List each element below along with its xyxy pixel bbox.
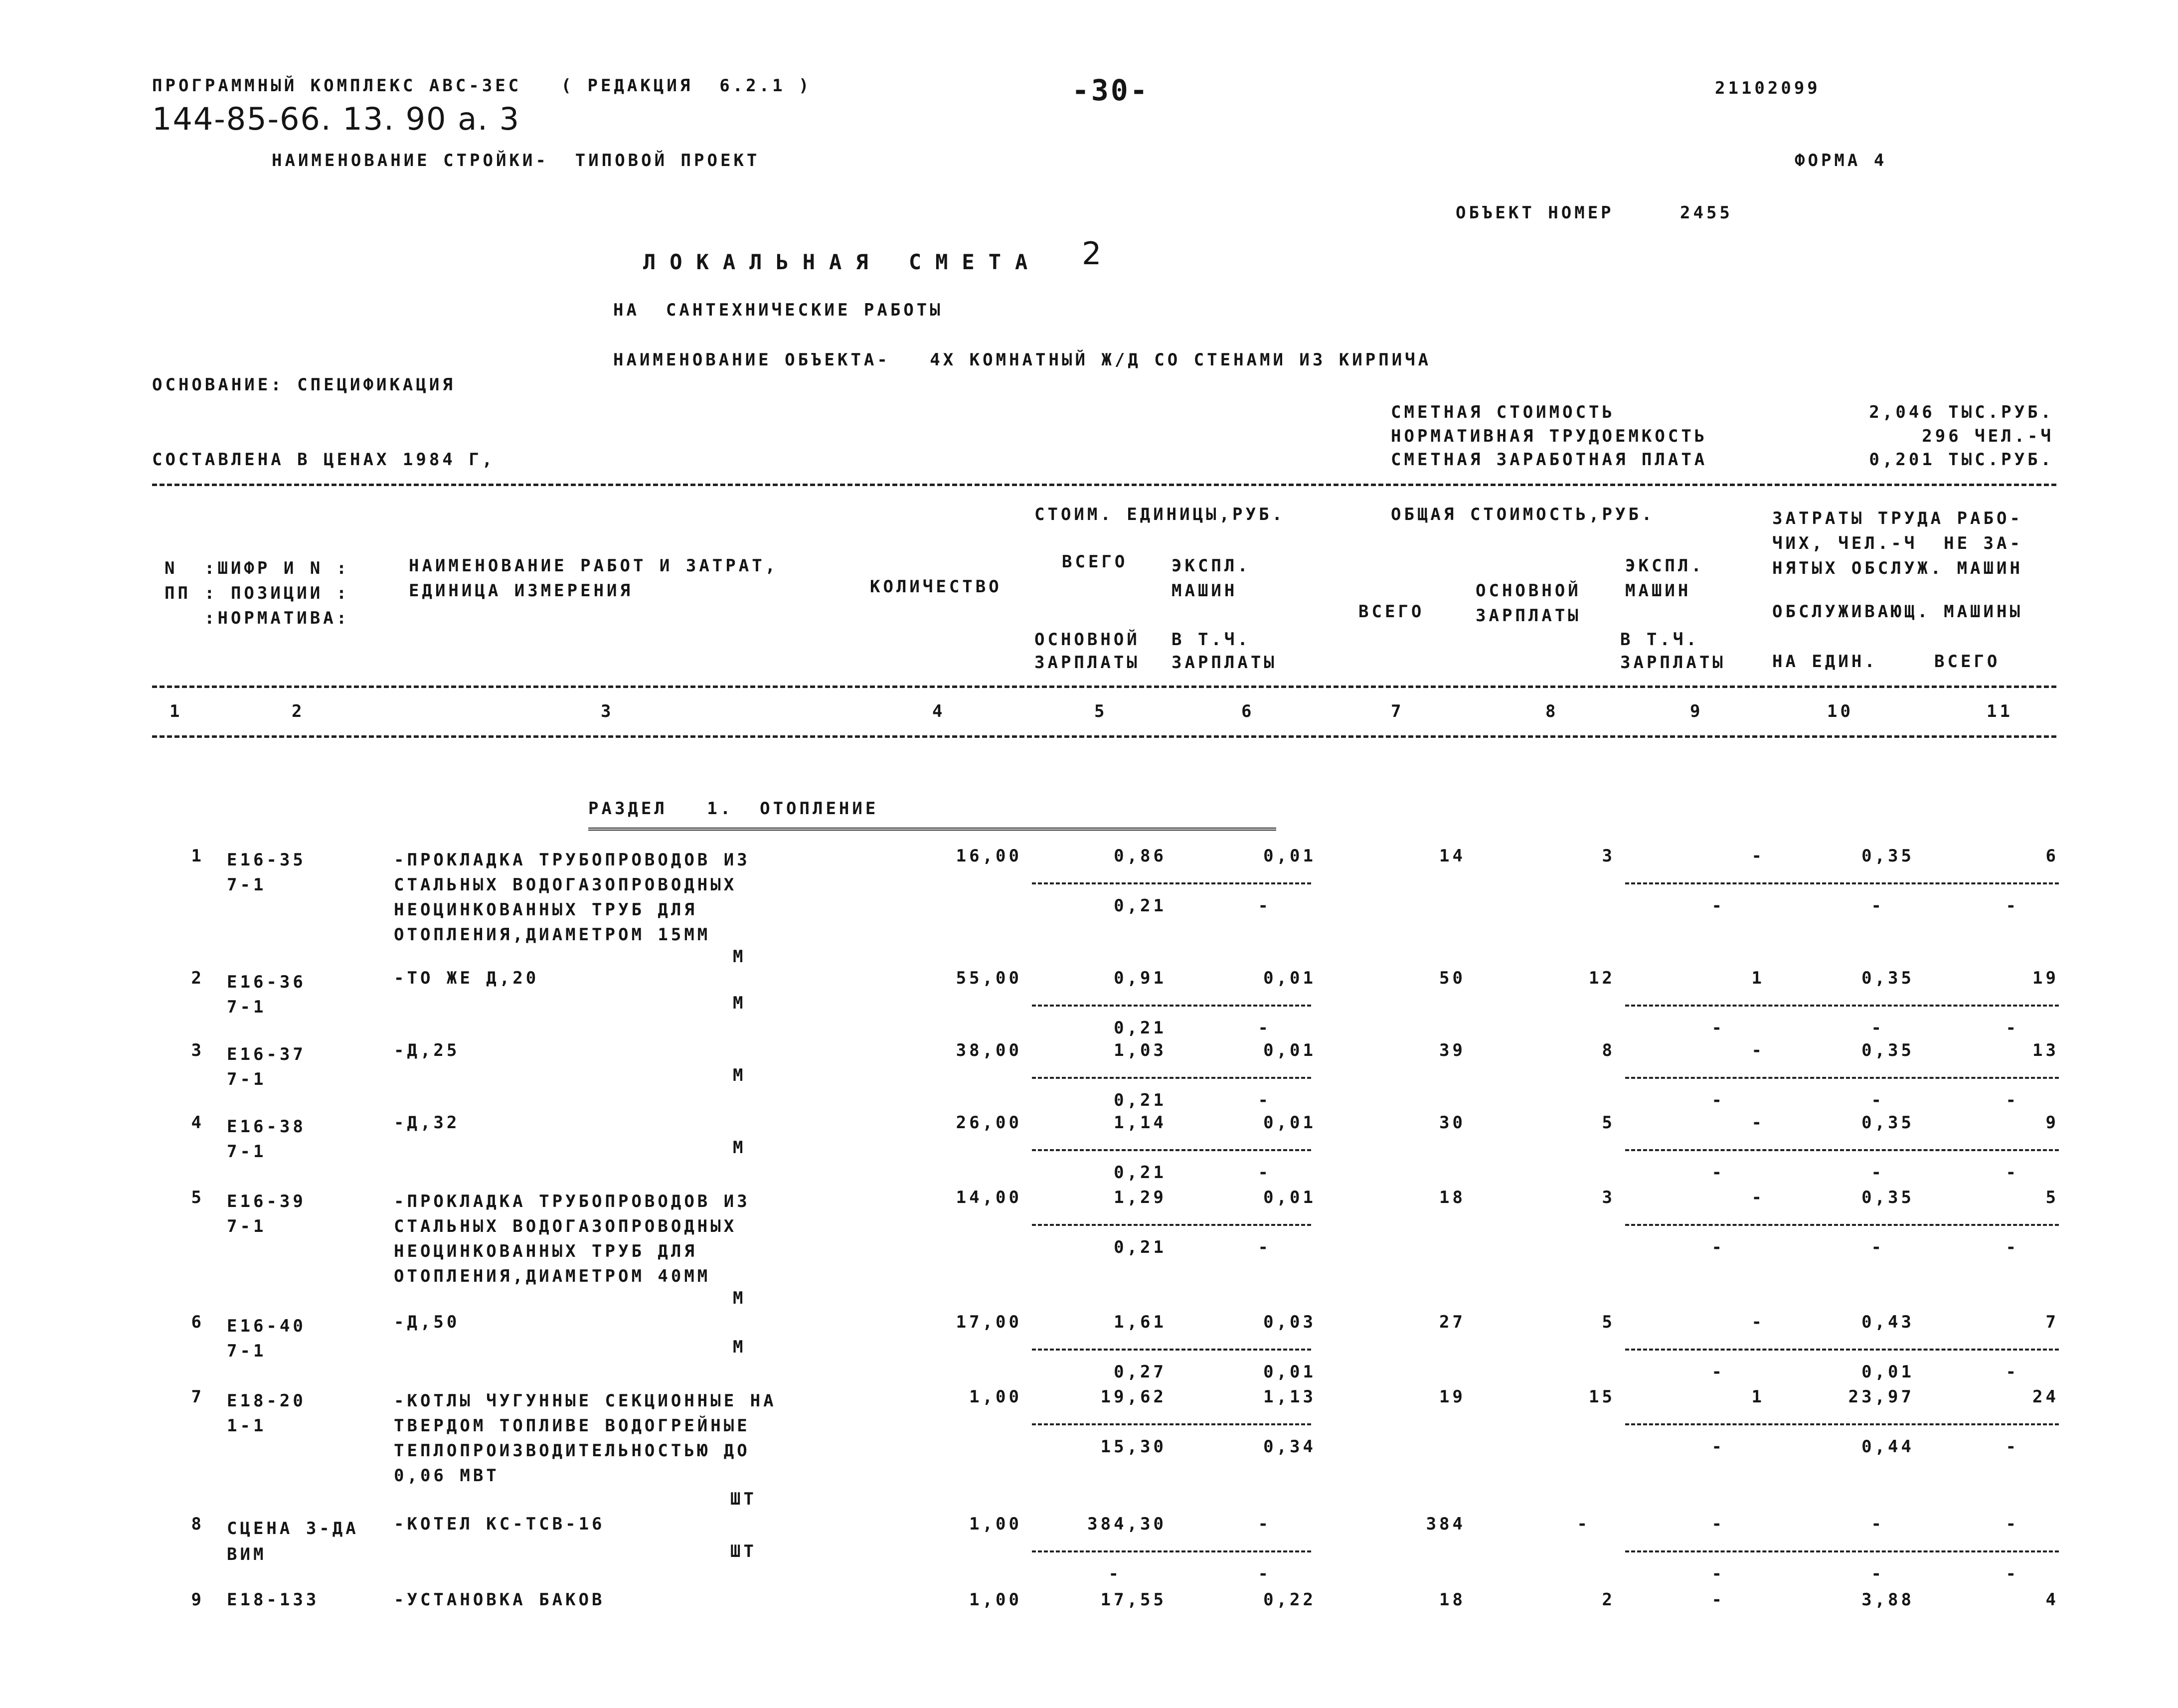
- document-subtitle: НА САНТЕХНИЧЕСКИЕ РАБОТЫ: [613, 300, 943, 320]
- header-bottom-rule: [152, 685, 2056, 688]
- col-header-5-bottom: ОСНОВНОЙ ЗАРПЛАТЫ: [1034, 630, 1140, 673]
- row-split-rule: [1625, 1077, 2059, 1079]
- row-number: 5: [191, 1188, 204, 1207]
- row-total-wage: 3: [1602, 846, 1615, 866]
- row-description: -УСТАНОВКА БАКОВ: [394, 1590, 605, 1610]
- row-labor-unit: 23,97: [1848, 1387, 1914, 1407]
- row-labor-machines-total: -: [2006, 1090, 2019, 1110]
- row-total-wage: 3: [1602, 1188, 1615, 1207]
- row-code: Е18-133: [227, 1590, 320, 1610]
- row-unit-machine-wage: -: [1258, 1018, 1271, 1038]
- row-description: -КОТЕЛ КС-ТСВ-16: [394, 1514, 605, 1534]
- col-number-8: 8: [1545, 701, 1559, 721]
- row-number: 7: [191, 1387, 204, 1407]
- row-labor-unit: 0,35: [1861, 1040, 1914, 1060]
- document-title: ЛОКАЛЬНАЯ СМЕТА: [643, 250, 1042, 274]
- summary-label-labor: НОРМАТИВНАЯ ТРУДОЕМКОСТЬ: [1391, 426, 1708, 446]
- row-labor-total: 13: [2032, 1040, 2059, 1060]
- col-number-3: 3: [601, 701, 614, 721]
- program-name: ПРОГРАММНЫЙ КОМПЛЕКС АВС-3ЕС ( РЕДАКЦИЯ 6.2.1 ): [152, 76, 812, 96]
- row-code: Е16-40 7-1: [227, 1316, 306, 1361]
- row-quantity: 1,00: [969, 1387, 1022, 1407]
- row-unit-machines: 0,01: [1263, 1188, 1316, 1207]
- col-header-6-top: ЭКСПЛ. МАШИН: [1172, 556, 1251, 601]
- row-labor-unit: 0,35: [1861, 968, 1914, 988]
- summary-value-labor: 296 ЧЕЛ.-Ч: [1922, 426, 2054, 446]
- row-labor-total: 6: [2045, 846, 2059, 866]
- row-unit: М: [733, 993, 746, 1013]
- row-quantity: 1,00: [969, 1590, 1022, 1610]
- col-header-7: ВСЕГО: [1358, 602, 1425, 622]
- row-split-rule: [1625, 882, 2059, 884]
- row-number: 2: [191, 968, 204, 988]
- row-total-wage: 5: [1602, 1312, 1615, 1332]
- row-split-rule: [1032, 1224, 1311, 1226]
- row-total: 30: [1439, 1113, 1466, 1133]
- row-unit-machines: 0,01: [1263, 1040, 1316, 1060]
- row-unit-total: 1,61: [1114, 1312, 1167, 1332]
- object-number-label: ОБЪЕКТ НОМЕР: [1456, 203, 1614, 223]
- prices-basis: СОСТАВЛЕНА В ЦЕНАХ 1984 Г,: [152, 450, 496, 470]
- col-header-5-top: ВСЕГО: [1062, 552, 1128, 572]
- col-header-labor-machines: ОБСЛУЖИВАЮЩ. МАШИНЫ: [1772, 602, 2023, 622]
- col-number-6: 6: [1241, 701, 1255, 721]
- summary-value-cost: 2,046 ТЫС.РУБ.: [1869, 402, 2054, 422]
- row-unit-machine-wage: -: [1258, 1564, 1271, 1584]
- row-number: 4: [191, 1113, 204, 1133]
- row-total-wage: 12: [1589, 968, 1615, 988]
- row-description: -Д,25: [394, 1040, 460, 1060]
- row-unit-total: 17,55: [1100, 1590, 1167, 1610]
- section-title: РАЗДЕЛ 1. ОТОПЛЕНИЕ: [588, 799, 879, 819]
- row-unit: ШТ: [730, 1489, 757, 1509]
- object-number: 2455: [1680, 203, 1733, 223]
- row-labor-machines-unit: -: [1871, 1018, 1884, 1038]
- basis: ОСНОВАНИЕ: СПЕЦИФИКАЦИЯ: [152, 375, 456, 395]
- row-description: -ПРОКЛАДКА ТРУБОПРОВОДОВ ИЗ СТАЛЬНЫХ ВОДОГАЗОПРОВОДНЫХ НЕОЦИНКОВАННЫХ ТРУБ ДЛЯ ОТОПЛЕНИЯ,ДИАМЕТРОМ 40ММ: [394, 1192, 750, 1286]
- col-header-11: ВСЕГО: [1934, 652, 2001, 672]
- row-total-wage: 2: [1602, 1590, 1615, 1610]
- row-total-machines: -: [1751, 1188, 1765, 1207]
- form-number: ФОРМА 4: [1795, 151, 1887, 171]
- row-total: 19: [1439, 1387, 1466, 1407]
- row-labor-machines-total: -: [2006, 1564, 2019, 1584]
- row-labor-machines-unit: -: [1871, 896, 1884, 916]
- row-unit-machine-wage: -: [1258, 1163, 1271, 1183]
- row-total-machine-wage: -: [1711, 1437, 1725, 1457]
- col-number-4: 4: [932, 701, 946, 721]
- row-split-rule: [1625, 1224, 2059, 1226]
- col-header-6-bottom: В Т.Ч. ЗАРПЛАТЫ: [1172, 630, 1277, 673]
- col-header-1: N ПП: [165, 558, 191, 603]
- row-number: 6: [191, 1312, 204, 1332]
- row-unit: ШТ: [730, 1541, 757, 1561]
- col-number-7: 7: [1391, 701, 1404, 721]
- object-name: НАИМЕНОВАНИЕ ОБЪЕКТА- 4Х КОМНАТНЫЙ Ж/Д СО СТЕНАМИ ИЗ КИРПИЧА: [613, 350, 1432, 370]
- row-unit-wage: 0,21: [1114, 1163, 1167, 1183]
- numbers-bottom-rule: [152, 735, 2056, 738]
- row-total: 384: [1426, 1514, 1466, 1534]
- row-total-machines: -: [1751, 1040, 1765, 1060]
- row-unit-machines: 0,01: [1263, 846, 1316, 866]
- row-labor-total: 24: [2032, 1387, 2059, 1407]
- row-unit: М: [733, 1337, 746, 1357]
- row-labor-total: 9: [2045, 1113, 2059, 1133]
- row-unit-total: 1,14: [1114, 1113, 1167, 1133]
- section-underline: [588, 828, 1276, 831]
- row-labor-machines-unit: -: [1871, 1564, 1884, 1584]
- row-split-rule: [1625, 1349, 2059, 1351]
- row-total: 18: [1439, 1590, 1466, 1610]
- row-description: -ПРОКЛАДКА ТРУБОПРОВОДОВ ИЗ СТАЛЬНЫХ ВОДОГАЗОПРОВОДНЫХ НЕОЦИНКОВАННЫХ ТРУБ ДЛЯ ОТОПЛЕНИЯ,ДИАМЕТРОМ 15ММ: [394, 850, 750, 945]
- summary-label-wage: СМЕТНАЯ ЗАРАБОТНАЯ ПЛАТА: [1391, 450, 1708, 470]
- row-total: 39: [1439, 1040, 1466, 1060]
- row-labor-machines-unit: -: [1871, 1090, 1884, 1110]
- row-total-machine-wage: -: [1711, 1163, 1725, 1183]
- row-unit-wage: 0,21: [1114, 896, 1167, 916]
- row-unit-wage: 0,21: [1114, 1018, 1167, 1038]
- col-header-labor: ЗАТРАТЫ ТРУДА РАБО- ЧИХ, ЧЕЛ.-Ч НЕ ЗА- НЯТЫХ ОБСЛУЖ. МАШИН: [1772, 509, 2023, 578]
- row-quantity: 26,00: [956, 1113, 1022, 1133]
- row-total-machines: 1: [1751, 968, 1765, 988]
- row-labor-unit: 0,35: [1861, 1113, 1914, 1133]
- summary-value-wage: 0,201 ТЫС.РУБ.: [1869, 450, 2054, 470]
- row-labor-machines-total: -: [2006, 1237, 2019, 1257]
- row-total-machine-wage: -: [1711, 1362, 1725, 1382]
- row-unit-wage: 15,30: [1100, 1437, 1167, 1457]
- row-unit-machines: 0,03: [1263, 1312, 1316, 1332]
- row-description: -ТО ЖЕ Д,20: [394, 968, 539, 988]
- row-split-rule: [1625, 1423, 2059, 1425]
- row-unit: М: [733, 1065, 746, 1085]
- row-total-machines: -: [1751, 1312, 1765, 1332]
- row-total-wage: -: [1577, 1514, 1590, 1534]
- row-split-rule: [1625, 1005, 2059, 1007]
- col-header-9-bottom: В Т.Ч. ЗАРПЛАТЫ: [1620, 630, 1726, 673]
- row-code: Е16-38 7-1: [227, 1117, 306, 1162]
- row-total-machine-wage: -: [1711, 1564, 1725, 1584]
- row-total-machine-wage: -: [1711, 1237, 1725, 1257]
- row-unit-machines: 1,13: [1263, 1387, 1316, 1407]
- row-split-rule: [1625, 1550, 2059, 1552]
- row-split-rule: [1032, 1077, 1311, 1079]
- row-quantity: 16,00: [956, 846, 1022, 866]
- row-labor-unit: 0,35: [1861, 846, 1914, 866]
- row-labor-unit: 3,88: [1861, 1590, 1914, 1610]
- col-number-11: 11: [1987, 701, 2013, 721]
- row-unit-total: 19,62: [1100, 1387, 1167, 1407]
- row-labor-total: 4: [2045, 1590, 2059, 1610]
- row-total-wage: 15: [1589, 1387, 1615, 1407]
- row-unit-wage: 0,27: [1114, 1362, 1167, 1382]
- col-header-unit-cost: СТОИМ. ЕДИНИЦЫ,РУБ.: [1034, 505, 1285, 524]
- col-number-1: 1: [169, 701, 183, 721]
- row-labor-unit: 0,35: [1861, 1188, 1914, 1207]
- row-total-machine-wage: -: [1711, 896, 1725, 916]
- row-unit-total: 1,03: [1114, 1040, 1167, 1060]
- col-header-9-top: ЭКСПЛ. МАШИН: [1625, 556, 1704, 601]
- row-total-machines: -: [1751, 846, 1765, 866]
- row-labor-machines-total: -: [2006, 1437, 2019, 1457]
- row-split-rule: [1032, 882, 1311, 884]
- row-split-rule: [1032, 1005, 1311, 1007]
- col-number-10: 10: [1827, 701, 1853, 721]
- row-labor-unit: 0,43: [1861, 1312, 1914, 1332]
- col-header-3: НАИМЕНОВАНИЕ РАБОТ И ЗАТРАТ, ЕДИНИЦА ИЗМЕРЕНИЯ: [409, 556, 779, 601]
- row-total: 14: [1439, 846, 1466, 866]
- row-labor-machines-unit: 0,01: [1861, 1362, 1914, 1382]
- row-unit-machine-wage: -: [1258, 896, 1271, 916]
- row-number: 8: [191, 1514, 204, 1534]
- row-description: -КОТЛЫ ЧУГУННЫЕ СЕКЦИОННЫЕ НА ТВЕРДОМ ТОПЛИВЕ ВОДОГРЕЙНЫЕ ТЕПЛОПРОИЗВОДИТЕЛЬНОСТЬЮ ДО 0,06 МВТ: [394, 1391, 777, 1486]
- row-number: 1: [191, 846, 204, 866]
- row-code: Е18-20 1-1: [227, 1391, 306, 1436]
- row-code: Е16-35 7-1: [227, 850, 306, 895]
- row-labor-machines-total: -: [2006, 1018, 2019, 1038]
- row-labor-machines-total: -: [2006, 896, 2019, 916]
- row-unit: М: [733, 1288, 746, 1308]
- row-quantity: 14,00: [956, 1188, 1022, 1207]
- row-quantity: 55,00: [956, 968, 1022, 988]
- col-header-8: ОСНОВНОЙ ЗАРПЛАТЫ: [1476, 581, 1581, 626]
- col-number-9: 9: [1690, 701, 1703, 721]
- row-code: Е16-37 7-1: [227, 1044, 306, 1089]
- row-number: 3: [191, 1040, 204, 1060]
- row-total: 27: [1439, 1312, 1466, 1332]
- row-unit-total: 384,30: [1087, 1514, 1167, 1534]
- row-total-machines: -: [1751, 1113, 1765, 1133]
- row-labor-total: 5: [2045, 1188, 2059, 1207]
- row-unit-machine-wage: -: [1258, 1237, 1271, 1257]
- row-total-wage: 5: [1602, 1113, 1615, 1133]
- handwritten-title-number: 2: [1082, 235, 1103, 272]
- row-total-machines: 1: [1751, 1387, 1765, 1407]
- row-unit-wage: 0,21: [1114, 1237, 1167, 1257]
- row-unit-wage: 0,21: [1114, 1090, 1167, 1110]
- col-number-2: 2: [292, 701, 305, 721]
- row-unit: М: [733, 947, 746, 967]
- row-labor-machines-total: -: [2006, 1163, 2019, 1183]
- row-code: Е16-36 7-1: [227, 972, 306, 1017]
- row-labor-machines-unit: 0,44: [1861, 1437, 1914, 1457]
- row-unit-machines: -: [1258, 1514, 1271, 1534]
- row-description: -Д,32: [394, 1113, 460, 1133]
- row-labor-machines-total: -: [2006, 1362, 2019, 1382]
- col-header-total-cost: ОБЩАЯ СТОИМОСТЬ,РУБ.: [1391, 505, 1655, 524]
- row-quantity: 1,00: [969, 1514, 1022, 1534]
- row-unit-machines: 0,01: [1263, 1113, 1316, 1133]
- row-total: 18: [1439, 1188, 1466, 1207]
- row-labor-machines-unit: -: [1871, 1163, 1884, 1183]
- row-unit-machines: 0,22: [1263, 1590, 1316, 1610]
- row-unit-total: 0,86: [1114, 846, 1167, 866]
- row-unit-total: 0,91: [1114, 968, 1167, 988]
- row-number: 9: [191, 1590, 204, 1610]
- row-split-rule: [1032, 1550, 1311, 1552]
- table-top-rule: [152, 484, 2056, 486]
- row-total-machine-wage: -: [1711, 1018, 1725, 1038]
- row-labor-total: 19: [2032, 968, 2059, 988]
- row-quantity: 38,00: [956, 1040, 1022, 1060]
- col-header-10: НА ЕДИН.: [1772, 652, 1878, 672]
- row-split-rule: [1032, 1149, 1311, 1151]
- row-labor-unit: -: [1871, 1514, 1884, 1534]
- document-number: 21102099: [1715, 78, 1821, 98]
- summary-label-cost: СМЕТНАЯ СТОИМОСТЬ: [1391, 402, 1615, 422]
- row-labor-total: -: [2006, 1514, 2019, 1534]
- row-unit-machine-wage: 0,34: [1263, 1437, 1316, 1457]
- page-number: -30-: [1072, 73, 1150, 107]
- row-split-rule: [1032, 1423, 1311, 1425]
- row-total-wage: 8: [1602, 1040, 1615, 1060]
- row-unit-machine-wage: -: [1258, 1090, 1271, 1110]
- construction-name: НАИМЕНОВАНИЕ СТРОЙКИ- ТИПОВОЙ ПРОЕКТ: [272, 151, 760, 171]
- col-header-2: :ШИФР И N : : ПОЗИЦИИ : :НОРМАТИВА:: [204, 558, 350, 628]
- row-total-machines: -: [1711, 1590, 1725, 1610]
- row-quantity: 17,00: [956, 1312, 1022, 1332]
- row-unit-wage: -: [1108, 1564, 1122, 1584]
- col-number-5: 5: [1094, 701, 1108, 721]
- row-split-rule: [1625, 1149, 2059, 1151]
- row-labor-total: 7: [2045, 1312, 2059, 1332]
- row-labor-machines-unit: -: [1871, 1237, 1884, 1257]
- row-unit-machine-wage: 0,01: [1263, 1362, 1316, 1382]
- row-total: 50: [1439, 968, 1466, 988]
- handwritten-code: 144-85-66. 13. 90 а. 3: [152, 101, 520, 137]
- row-description: -Д,50: [394, 1312, 460, 1332]
- row-split-rule: [1032, 1349, 1311, 1351]
- row-code: Е16-39 7-1: [227, 1192, 306, 1236]
- row-unit: М: [733, 1138, 746, 1158]
- row-unit-machines: 0,01: [1263, 968, 1316, 988]
- col-header-4: КОЛИЧЕСТВО: [870, 577, 1002, 597]
- row-total-machine-wage: -: [1711, 1090, 1725, 1110]
- row-total-machines: -: [1711, 1514, 1725, 1534]
- row-unit-total: 1,29: [1114, 1188, 1167, 1207]
- row-code: СЦЕНА 3-ДА ВИМ: [227, 1519, 359, 1564]
